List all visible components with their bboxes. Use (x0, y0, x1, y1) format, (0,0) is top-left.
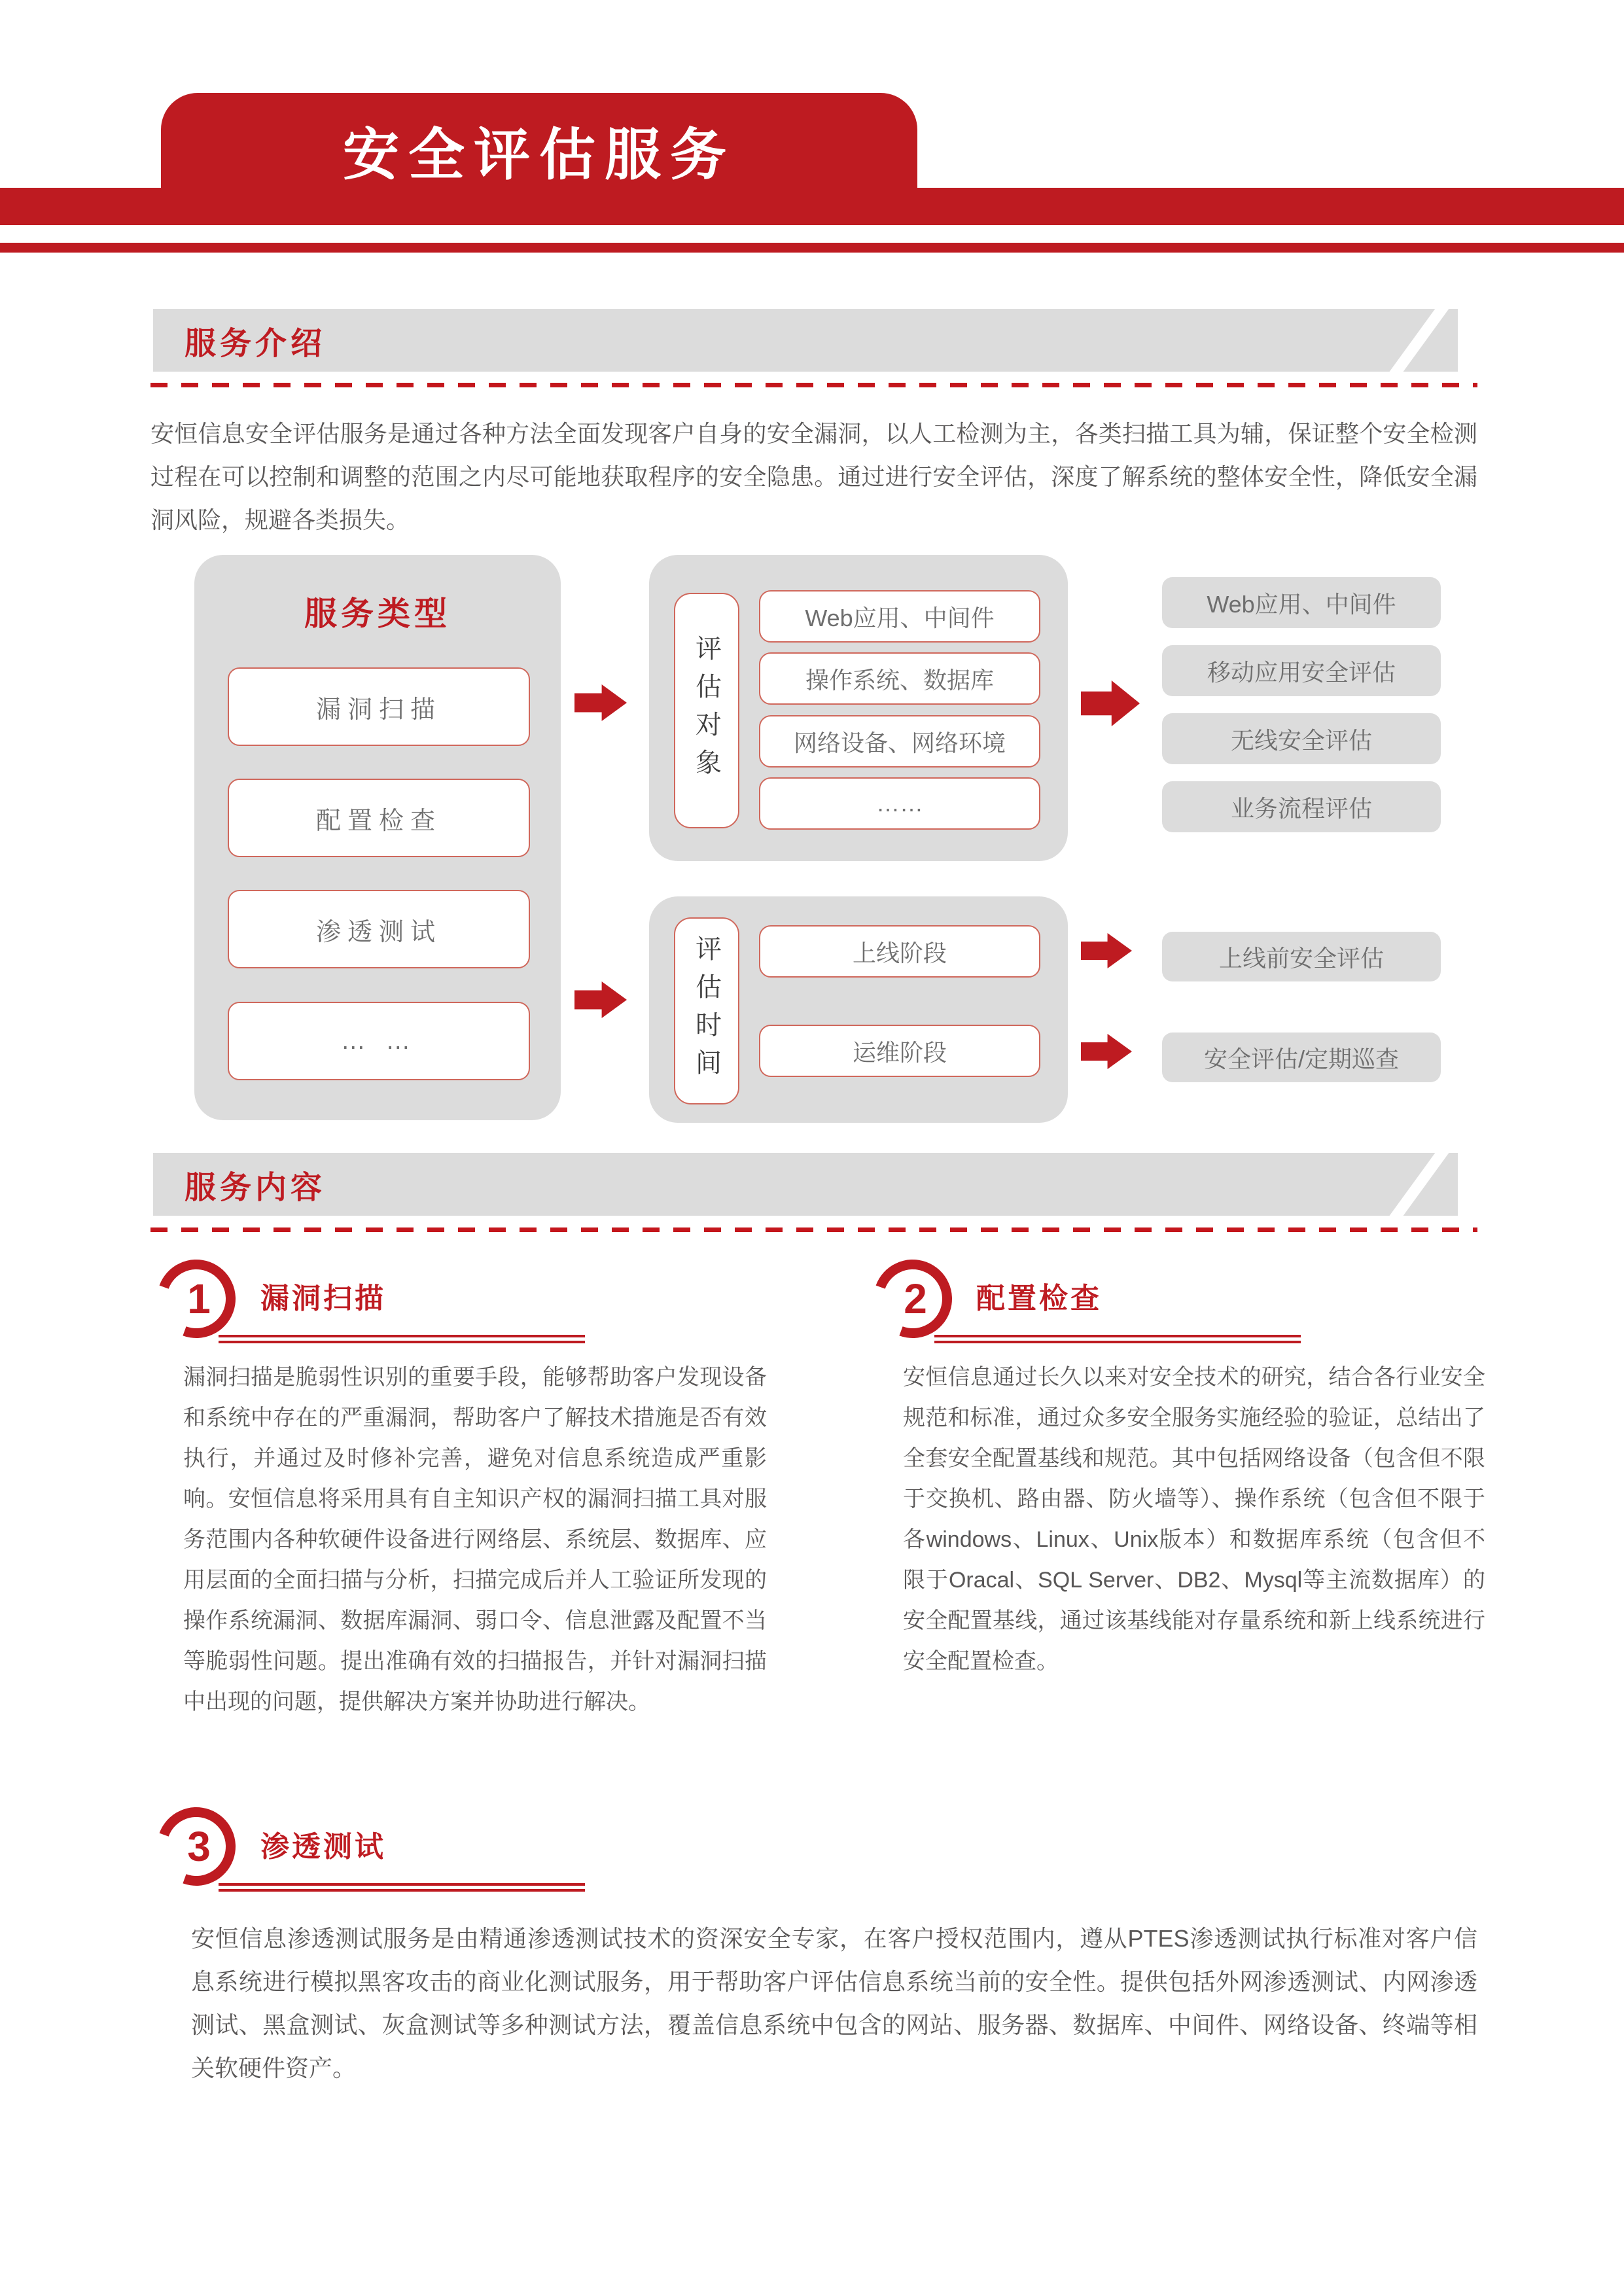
item-title-underline (934, 1335, 1301, 1343)
bar-stripe-decoration (1383, 309, 1454, 372)
object-result-box: 移动应用安全评估 (1162, 645, 1441, 696)
intro-section-bar (153, 309, 1458, 372)
header-band (0, 188, 1624, 225)
assessment-objects-panel (649, 555, 1068, 861)
assessment-time-label: 评估时间 (674, 917, 739, 1104)
assessment-object-box: 网络设备、网络环境 (759, 715, 1040, 768)
service-types-title: 服务类型 (304, 595, 451, 632)
assessment-time-panel (649, 896, 1068, 1123)
service-type-box: 渗透测试 (228, 890, 530, 968)
item-title: 渗透测试 (260, 1831, 386, 1863)
assessment-time-box: 上线阶段 (759, 925, 1040, 978)
intro-section-heading: 服务介绍 (185, 326, 327, 361)
object-result-box: 无线安全评估 (1162, 713, 1441, 764)
item-paragraph: 安恒信息渗透测试服务是由精通渗透测试技术的资深安全专家，在客户授权范围内，遵从PTES渗透测试执行标准对客户信息系统进行模拟黑客攻击的商业化测试服务，用于帮助客户评估信息系统当前的安全性。提供包括外网渗透测试、内网渗透测试、黑盒测试、灰盒测试等多种测试方法，覆盖信息系统中包含的网站、服务器、数据库、中间件、网络设备、终端等相关软硬件资产。 (191, 1925, 1477, 2081)
arrow-right-icon (574, 684, 627, 721)
object-result-box: 业务流程评估 (1162, 781, 1441, 832)
header-rule (0, 243, 1624, 253)
service-type-box: … … (228, 1002, 530, 1080)
item-title: 配置检查 (976, 1282, 1102, 1315)
item-title: 漏洞扫描 (260, 1282, 386, 1315)
time-result-box: 上线前安全评估 (1162, 932, 1441, 981)
service-types-panel (194, 555, 561, 1120)
object-result-box: Web应用、中间件 (1162, 577, 1441, 628)
arrow-right-icon (1081, 680, 1140, 726)
item-number: 1 (187, 1275, 211, 1322)
content-dashed-divider (150, 1227, 1477, 1232)
assessment-time-box: 运维阶段 (759, 1025, 1040, 1077)
content-section-bar (153, 1153, 1458, 1216)
assessment-object-box: …… (759, 777, 1040, 830)
item-paragraph: 安恒信息通过长久以来对安全技术的研究，结合各行业安全规范和标准，通过众多安全服务实施经验的验证，总结出了全套安全配置基线和规范。其中包括网络设备（包含但不限于交换机、路由器、防火墙等）、操作系统（包含但不限于各windows、Linux、Unix版本）和数据库系统（包含但不限于Oracal、SQL Server、DB2、Mysql等主流数据库）的安全配置基线，通过该基线能对存量系统和新上线系统进行安全配置检查。 (903, 1365, 1485, 1674)
intro-dashed-divider (150, 383, 1477, 387)
assessment-objects-label: 评估对象 (674, 593, 739, 828)
arrow-right-icon (574, 981, 627, 1018)
service-type-box: 漏洞扫描 (228, 667, 530, 746)
item-number: 2 (904, 1275, 927, 1322)
item-title-underline (219, 1335, 585, 1343)
item-number: 3 (187, 1823, 211, 1870)
header-tab (161, 93, 917, 188)
service-type-box: 配置检查 (228, 779, 530, 857)
bar-stripe-decoration (1383, 1153, 1454, 1216)
item-paragraph: 漏洞扫描是脆弱性识别的重要手段，能够帮助客户发现设备和系统中存在的严重漏洞，帮助客户了解技术措施是否有效执行，并通过及时修补完善，避免对信息系统造成严重影响。安恒信息将采用具有自主知识产权的漏洞扫描工具对服务范围内各种软硬件设备进行网络层、系统层、数据库、应用层面的全面扫描与分析，扫描完成后并人工验证所发现的操作系统漏洞、数据库漏洞、弱口令、信息泄露及配置不当等脆弱性问题。提出准确有效的扫描报告，并针对漏洞扫描中出现的问题，提供解决方案并协助进行解决。 (183, 1365, 767, 1714)
item-title-underline (219, 1883, 585, 1892)
assessment-object-box: 操作系统、数据库 (759, 652, 1040, 705)
arrow-right-icon (1081, 1034, 1132, 1069)
assessment-object-box: Web应用、中间件 (759, 590, 1040, 643)
intro-paragraph: 安恒信息安全评估服务是通过各种方法全面发现客户自身的安全漏洞，以人工检测为主，各类扫描工具为辅，保证整个安全检测过程在可以控制和调整的范围之内尽可能地获取程序的安全隐患。通过进行安全评估，深度了解系统的整体安全性，降低安全漏洞风险，规避各类损失。 (150, 420, 1477, 533)
time-result-box: 安全评估/定期巡查 (1162, 1033, 1441, 1082)
content-section-heading: 服务内容 (185, 1170, 327, 1205)
arrow-right-icon (1081, 933, 1132, 968)
page-title: 安全评估服务 (343, 124, 735, 186)
